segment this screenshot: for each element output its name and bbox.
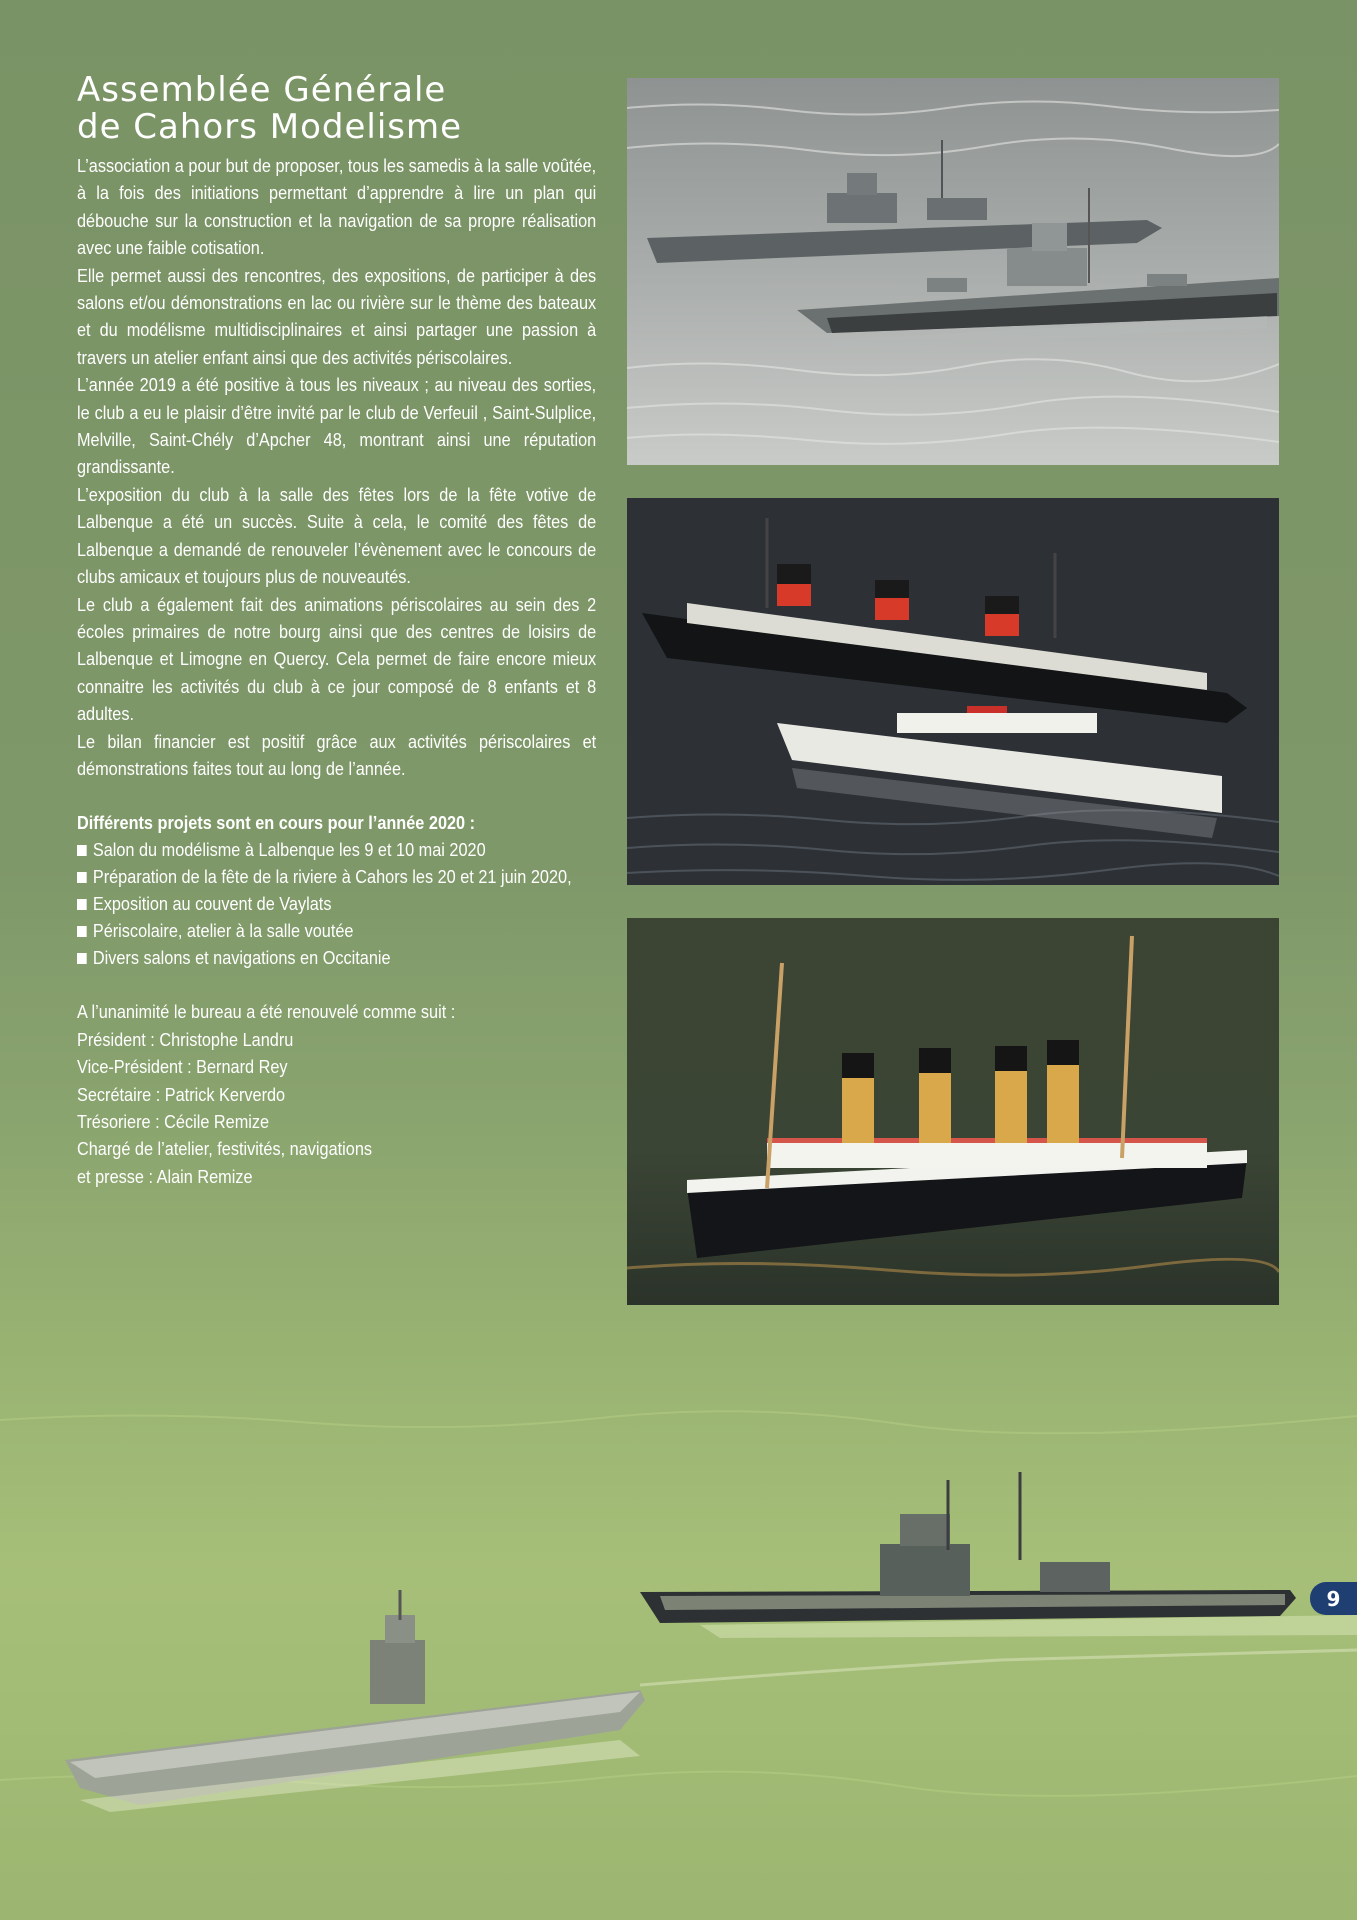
bureau-member: Chargé de l’atelier, festivités, navigations	[77, 1138, 373, 1160]
bureau-member: Secrétaire : Patrick Kerverdo	[77, 1083, 286, 1105]
titanic-photo	[627, 918, 1279, 1305]
bureau-section	[77, 998, 595, 1190]
bureau-intro: A l’unanimité le bureau a été renouvelé comme suit :	[77, 1001, 456, 1023]
paragraph: L’exposition du club à la salle des fêtes lors de la fête votive de Lalbenque a été un succès. Suite à cela, le comité des fêtes de Lalbenque a demandé de renouveler l’évènement avec le concours de clubs amicaux et toujours plus de nouveautés.	[77, 483, 597, 588]
list-item: Salon du modélisme à Lalbenque les 9 et 10 mai 2020	[77, 836, 612, 863]
page-number: 9	[1310, 1582, 1357, 1615]
title-line-1: Assemblée Générale	[77, 70, 447, 110]
article-title	[77, 72, 595, 146]
bureau-member: Vice-Président : Bernard Rey	[77, 1056, 288, 1078]
projects-heading: Différents projets sont en cours pour l’année 2020 :	[77, 812, 476, 834]
list-item: Exposition au couvent de Vaylats	[77, 890, 612, 917]
liners-photo	[627, 498, 1279, 885]
article	[77, 72, 595, 1190]
article-body	[77, 152, 595, 782]
paragraph: L’année 2019 a été positive à tous les niveaux ; au niveau des sorties, le club a eu le plaisir d’être invité par le club de Verfeuil , Saint-Sulplice, Melville, Saint-Chély d’Apcher 48, montrant ainsi une réputation grandissante.	[77, 374, 597, 478]
bureau-member: Président : Christophe Landru	[77, 1028, 294, 1050]
list-item: Périscolaire, atelier à la salle voutée	[77, 917, 612, 944]
bottom-boats-scene	[0, 1300, 1357, 1920]
paragraph: L’association a pour but de proposer, tous les samedis à la salle voûtée, à la fois des initiations permettant d’apprendre à lire un plan qui débouche sur la construction et la navigation de sa propre réalisation avec une faible cotisation.	[77, 155, 597, 259]
warships-photo	[627, 78, 1279, 465]
projects-list	[77, 836, 595, 971]
bureau-member: Trésoriere : Cécile Remize	[77, 1110, 270, 1132]
bureau-member: et presse : Alain Remize	[77, 1165, 253, 1187]
list-item: Divers salons et navigations en Occitanie	[77, 944, 612, 971]
list-item: Préparation de la fête de la riviere à Cahors les 20 et 21 juin 2020,	[77, 863, 612, 890]
paragraph: Elle permet aussi des rencontres, des expositions, de participer à des salons et/ou démonstrations en lac ou rivière sur le thème des bateaux et du modélisme multidisciplinaires et ainsi partager une passion à travers un atelier enfant ainsi que des activités périscolaires.	[77, 264, 597, 368]
title-line-2: de Cahors Modelisme	[77, 107, 463, 147]
paragraph: Le bilan financier est positif grâce aux activités périscolaires et démonstrations faites tout au long de l’année.	[77, 730, 597, 779]
paragraph: Le club a également fait des animations périscolaires au sein des 2 écoles primaires de notre bourg ainsi que des centres de loisirs de Lalbenque et Limogne en Quercy. Cela permet de faire encore mieux connaitre les activités du club à ce jour composé de 8 enfants et 8 adultes.	[77, 593, 597, 725]
